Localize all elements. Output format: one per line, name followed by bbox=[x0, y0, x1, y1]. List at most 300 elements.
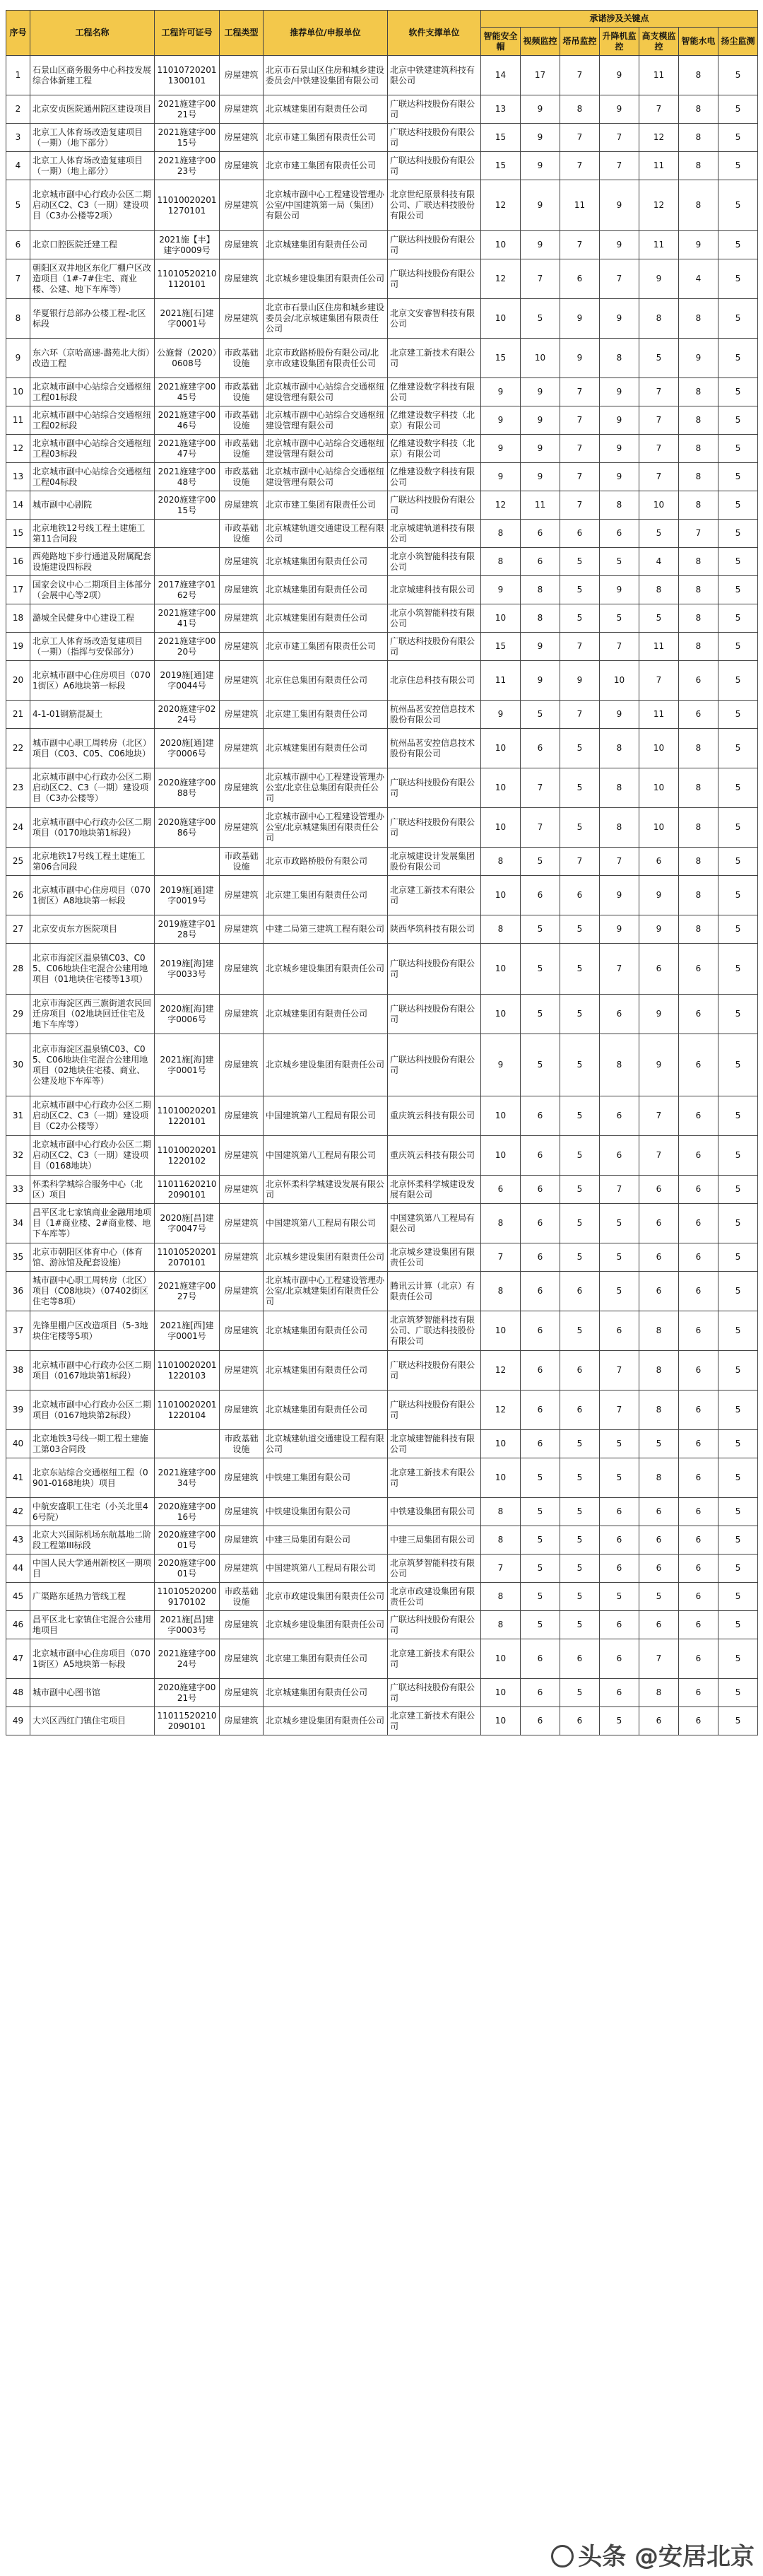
cell-index: 49 bbox=[6, 1707, 30, 1735]
cell-applicant: 北京城建集团有限责任公司 bbox=[264, 1351, 388, 1391]
cell-software: 广联达科技股份有限公司 bbox=[388, 944, 481, 995]
cell-helmet: 15 bbox=[481, 339, 521, 378]
cell-video: 8 bbox=[521, 604, 560, 633]
cell-applicant: 中国建筑第八工程局有限公司 bbox=[264, 1096, 388, 1136]
cell-index: 29 bbox=[6, 995, 30, 1034]
table-row bbox=[6, 1611, 758, 1639]
cell-crane: 6 bbox=[560, 1391, 600, 1430]
cell-permit: 2021施建字0024号 bbox=[155, 1639, 220, 1679]
cell-crane: 5 bbox=[560, 1555, 600, 1583]
cell-lift: 7 bbox=[600, 124, 639, 152]
cell-crane: 5 bbox=[560, 1243, 600, 1272]
cell-helmet: 10 bbox=[481, 604, 521, 633]
cell-index: 12 bbox=[6, 435, 30, 463]
cell-permit: 110100202011220104 bbox=[155, 1391, 220, 1430]
cell-index: 38 bbox=[6, 1351, 30, 1391]
cell-dust: 5 bbox=[718, 548, 758, 576]
cell-helmet: 12 bbox=[481, 259, 521, 299]
cell-applicant: 中国建筑第八工程局有限公司 bbox=[264, 1204, 388, 1243]
cell-applicant: 北京城建轨道交通建设工程有限公司 bbox=[264, 1430, 388, 1458]
table-row bbox=[6, 435, 758, 463]
cell-name: 北京安贞东方医院项目 bbox=[30, 915, 155, 944]
watermark-text: 头条 @安居北京 bbox=[578, 2543, 755, 2571]
cell-video: 9 bbox=[521, 231, 560, 259]
cell-type: 房屋建筑 bbox=[220, 491, 264, 520]
cell-index: 32 bbox=[6, 1136, 30, 1176]
cell-type: 房屋建筑 bbox=[220, 1555, 264, 1583]
cell-software: 北京建工新技术有限公司 bbox=[388, 1639, 481, 1679]
cell-helmet: 10 bbox=[481, 1458, 521, 1498]
cell-crane: 5 bbox=[560, 1430, 600, 1458]
cell-dust: 5 bbox=[718, 808, 758, 848]
cell-video: 6 bbox=[521, 1176, 560, 1204]
cell-helmet: 10 bbox=[481, 299, 521, 339]
cell-index: 8 bbox=[6, 299, 30, 339]
cell-crane: 5 bbox=[560, 729, 600, 768]
cell-utility: 6 bbox=[679, 944, 718, 995]
cell-utility: 6 bbox=[679, 1311, 718, 1351]
cell-helmet: 8 bbox=[481, 1272, 521, 1311]
cell-video: 9 bbox=[521, 180, 560, 231]
cell-lift: 10 bbox=[600, 661, 639, 701]
cell-name: 北京工人体育场改造复建项目（一期）（地上部分） bbox=[30, 152, 155, 180]
cell-video: 5 bbox=[521, 1583, 560, 1611]
cell-applicant: 北京建工集团有限责任公司 bbox=[264, 876, 388, 915]
cell-dust: 5 bbox=[718, 1679, 758, 1707]
cell-utility: 8 bbox=[679, 548, 718, 576]
cell-type: 房屋建筑 bbox=[220, 944, 264, 995]
cell-software: 广联达科技股份有限公司 bbox=[388, 808, 481, 848]
cell-permit: 2021施建字0034号 bbox=[155, 1458, 220, 1498]
table-row bbox=[6, 124, 758, 152]
cell-video: 5 bbox=[521, 1498, 560, 1526]
cell-name: 北京地铁3号线一期工程土建施工第03合同段 bbox=[30, 1430, 155, 1458]
cell-formwork: 5 bbox=[639, 339, 679, 378]
cell-crane: 5 bbox=[560, 995, 600, 1034]
cell-formwork: 6 bbox=[639, 848, 679, 876]
col-header-dust: 扬尘监测 bbox=[718, 28, 758, 56]
cell-software: 广联达科技股份有限公司 bbox=[388, 259, 481, 299]
cell-crane: 7 bbox=[560, 124, 600, 152]
table-row bbox=[6, 808, 758, 848]
cell-type: 房屋建筑 bbox=[220, 1639, 264, 1679]
cell-utility: 6 bbox=[679, 1707, 718, 1735]
cell-permit: 110105202012070101 bbox=[155, 1243, 220, 1272]
cell-dust: 5 bbox=[718, 848, 758, 876]
cell-index: 40 bbox=[6, 1430, 30, 1458]
cell-index: 24 bbox=[6, 808, 30, 848]
table-row bbox=[6, 463, 758, 491]
cell-type: 房屋建筑 bbox=[220, 1204, 264, 1243]
cell-index: 31 bbox=[6, 1096, 30, 1136]
cell-index: 18 bbox=[6, 604, 30, 633]
cell-name: 北京城市副中心行政办公区二期启动区C2、C3（一期）建设项目（C3办公楼等2项） bbox=[30, 180, 155, 231]
cell-crane: 11 bbox=[560, 180, 600, 231]
cell-formwork: 9 bbox=[639, 876, 679, 915]
cell-permit: 2021施建字0020号 bbox=[155, 633, 220, 661]
cell-formwork: 11 bbox=[639, 701, 679, 729]
cell-applicant: 北京城建集团有限责任公司 bbox=[264, 231, 388, 259]
table-row bbox=[6, 729, 758, 768]
cell-name: 城市副中心剧院 bbox=[30, 491, 155, 520]
cell-software: 北京筑梦智能科技有限公司 bbox=[388, 1555, 481, 1583]
cell-crane: 7 bbox=[560, 56, 600, 95]
cell-permit: 2021施建字0041号 bbox=[155, 604, 220, 633]
cell-name: 昌平区北七家镇商业金融用地项目（1#商业楼、2#商业楼、地下车库等） bbox=[30, 1204, 155, 1243]
cell-dust: 5 bbox=[718, 56, 758, 95]
cell-type: 房屋建筑 bbox=[220, 180, 264, 231]
cell-formwork: 8 bbox=[639, 299, 679, 339]
cell-name: 北京城市副中心行政办公区二期项目（0167地块第1标段） bbox=[30, 1351, 155, 1391]
cell-dust: 5 bbox=[718, 768, 758, 808]
cell-dust: 5 bbox=[718, 378, 758, 406]
cell-applicant: 中国建筑第八工程局有限公司 bbox=[264, 1136, 388, 1176]
cell-software: 广联达科技股份有限公司 bbox=[388, 1391, 481, 1430]
cell-utility: 8 bbox=[679, 808, 718, 848]
cell-dust: 5 bbox=[718, 491, 758, 520]
table-row bbox=[6, 1311, 758, 1351]
cell-software: 亿维建设数字科技（北京）有限公司 bbox=[388, 406, 481, 435]
cell-utility: 6 bbox=[679, 1176, 718, 1204]
cell-permit: 110105202101120101 bbox=[155, 259, 220, 299]
cell-lift: 6 bbox=[600, 995, 639, 1034]
cell-lift: 9 bbox=[600, 435, 639, 463]
cell-dust: 5 bbox=[718, 576, 758, 604]
cell-lift: 9 bbox=[600, 876, 639, 915]
cell-lift: 5 bbox=[600, 1707, 639, 1735]
cell-dust: 5 bbox=[718, 463, 758, 491]
cell-name: 城市副中心职工周转房（北区）项目（C08地块）（07402街区住宅等8项） bbox=[30, 1272, 155, 1311]
cell-permit: 110100202011220102 bbox=[155, 1136, 220, 1176]
cell-helmet: 10 bbox=[481, 995, 521, 1034]
cell-index: 23 bbox=[6, 768, 30, 808]
cell-permit: 2019施[通]建字0044号 bbox=[155, 661, 220, 701]
cell-type: 市政基础设施 bbox=[220, 520, 264, 548]
col-header-type: 工程类型 bbox=[220, 11, 264, 56]
cell-dust: 5 bbox=[718, 1391, 758, 1430]
cell-video: 6 bbox=[521, 1679, 560, 1707]
cell-software: 广联达科技股份有限公司 bbox=[388, 491, 481, 520]
cell-crane: 7 bbox=[560, 406, 600, 435]
cell-formwork: 5 bbox=[639, 1583, 679, 1611]
cell-name: 大兴区西红门镇住宅项目 bbox=[30, 1707, 155, 1735]
cell-helmet: 7 bbox=[481, 1555, 521, 1583]
cell-applicant: 北京市石景山区住房和城乡建设委员会/中铁建设集团有限公司 bbox=[264, 56, 388, 95]
cell-name: 城市副中心图书馆 bbox=[30, 1679, 155, 1707]
table-row bbox=[6, 995, 758, 1034]
cell-index: 33 bbox=[6, 1176, 30, 1204]
cell-dust: 5 bbox=[718, 633, 758, 661]
cell-dust: 5 bbox=[718, 180, 758, 231]
cell-video: 6 bbox=[521, 1204, 560, 1243]
cell-utility: 6 bbox=[679, 1034, 718, 1096]
cell-dust: 5 bbox=[718, 1034, 758, 1096]
cell-name: 潞城全民健身中心建设工程 bbox=[30, 604, 155, 633]
cell-index: 36 bbox=[6, 1272, 30, 1311]
cell-applicant: 北京城建集团有限责任公司 bbox=[264, 1311, 388, 1351]
cell-helmet: 9 bbox=[481, 378, 521, 406]
cell-index: 14 bbox=[6, 491, 30, 520]
cell-index: 20 bbox=[6, 661, 30, 701]
table-row bbox=[6, 339, 758, 378]
cell-name: 北京城市副中心行政办公区二期项目（0167地块第2标段） bbox=[30, 1391, 155, 1430]
table-row bbox=[6, 1498, 758, 1526]
table-row bbox=[6, 152, 758, 180]
cell-utility: 8 bbox=[679, 768, 718, 808]
cell-name: 东六环（京哈高速-潞苑北大街）改造工程 bbox=[30, 339, 155, 378]
cell-permit: 2021施建字0015号 bbox=[155, 124, 220, 152]
cell-dust: 5 bbox=[718, 1430, 758, 1458]
col-header-lift: 升降机监控 bbox=[600, 28, 639, 56]
col-header-formwork: 高支模监控 bbox=[639, 28, 679, 56]
cell-permit: 2020施建字0015号 bbox=[155, 491, 220, 520]
cell-formwork: 11 bbox=[639, 152, 679, 180]
cell-applicant: 北京城市副中心工程建设管理办公室/中国建筑第一局（集团）有限公司 bbox=[264, 180, 388, 231]
cell-video: 9 bbox=[521, 633, 560, 661]
col-header-permit: 工程许可证号 bbox=[155, 11, 220, 56]
col-header-crane: 塔吊监控 bbox=[560, 28, 600, 56]
cell-name: 北京城市副中心行政办公区二期启动区C2、C3（一期）建设项目（C3办公楼等） bbox=[30, 768, 155, 808]
cell-video: 5 bbox=[521, 995, 560, 1034]
cell-permit: 2021施建字0045号 bbox=[155, 378, 220, 406]
cell-type: 房屋建筑 bbox=[220, 1498, 264, 1526]
cell-name: 北京城市副中心行政办公区二期启动区C2、C3（一期）建设项目（0168地块） bbox=[30, 1136, 155, 1176]
cell-name: 北京地铁17号线工程土建施工第06合同段 bbox=[30, 848, 155, 876]
cell-dust: 5 bbox=[718, 1243, 758, 1272]
cell-name: 北京市海淀区西三旗街道农民回迁房项目（02地块回迁住宅及地下车库等） bbox=[30, 995, 155, 1034]
cell-formwork: 7 bbox=[639, 661, 679, 701]
cell-lift: 6 bbox=[600, 1311, 639, 1351]
cell-type: 市政基础设施 bbox=[220, 378, 264, 406]
cell-name: 昌平区北七家镇住宅混合公建用地项目 bbox=[30, 1611, 155, 1639]
cell-dust: 5 bbox=[718, 1583, 758, 1611]
cell-video: 7 bbox=[521, 808, 560, 848]
cell-helmet: 9 bbox=[481, 406, 521, 435]
cell-name: 北京城市副中心行政办公区二期启动区C2、C3（一期）建设项目（C2办公楼等） bbox=[30, 1096, 155, 1136]
cell-name: 北京市海淀区温泉镇C03、C05、C06地块住宅混合公建用地项目（02地块住宅楼、商业、公建及地下车库等） bbox=[30, 1034, 155, 1096]
cell-lift: 5 bbox=[600, 1458, 639, 1498]
cell-type: 房屋建筑 bbox=[220, 231, 264, 259]
cell-type: 市政基础设施 bbox=[220, 435, 264, 463]
cell-dust: 5 bbox=[718, 231, 758, 259]
cell-name: 北京城市副中心行政办公区二期项目（0170地块第1标段） bbox=[30, 808, 155, 848]
cell-type: 市政基础设施 bbox=[220, 1583, 264, 1611]
col-header-name: 工程名称 bbox=[30, 11, 155, 56]
cell-utility: 6 bbox=[679, 1351, 718, 1391]
cell-utility: 8 bbox=[679, 491, 718, 520]
cell-index: 25 bbox=[6, 848, 30, 876]
cell-helmet: 8 bbox=[481, 848, 521, 876]
cell-applicant: 中国建筑第八工程局有限公司 bbox=[264, 1555, 388, 1583]
cell-video: 6 bbox=[521, 1136, 560, 1176]
cell-lift: 6 bbox=[600, 1136, 639, 1176]
cell-type: 房屋建筑 bbox=[220, 915, 264, 944]
cell-software: 北京建工新技术有限公司 bbox=[388, 339, 481, 378]
cell-permit: 2020施建字0086号 bbox=[155, 808, 220, 848]
cell-utility: 8 bbox=[679, 180, 718, 231]
cell-lift: 7 bbox=[600, 944, 639, 995]
cell-applicant: 北京市建工集团有限责任公司 bbox=[264, 124, 388, 152]
cell-utility: 7 bbox=[679, 520, 718, 548]
cell-type: 房屋建筑 bbox=[220, 299, 264, 339]
cell-dust: 5 bbox=[718, 1639, 758, 1679]
table-row bbox=[6, 1707, 758, 1735]
cell-name: 朝阳区双井地区东化厂棚户区改造项目（1#-7#住宅、商业楼、公建、地下车库等） bbox=[30, 259, 155, 299]
cell-lift: 6 bbox=[600, 1526, 639, 1555]
cell-crane: 5 bbox=[560, 1583, 600, 1611]
cell-software: 杭州品茗安控信息技术股份有限公司 bbox=[388, 701, 481, 729]
cell-applicant: 北京城建集团有限责任公司 bbox=[264, 1391, 388, 1430]
cell-dust: 5 bbox=[718, 1136, 758, 1176]
cell-formwork: 6 bbox=[639, 944, 679, 995]
table-row bbox=[6, 1034, 758, 1096]
cell-helmet: 8 bbox=[481, 1498, 521, 1526]
cell-index: 21 bbox=[6, 701, 30, 729]
cell-formwork: 9 bbox=[639, 259, 679, 299]
cell-index: 48 bbox=[6, 1679, 30, 1707]
cell-video: 5 bbox=[521, 1526, 560, 1555]
cell-formwork: 9 bbox=[639, 995, 679, 1034]
cell-crane: 7 bbox=[560, 463, 600, 491]
cell-helmet: 10 bbox=[481, 1707, 521, 1735]
cell-software: 北京小筑智能科技有限公司 bbox=[388, 548, 481, 576]
cell-index: 35 bbox=[6, 1243, 30, 1272]
cell-applicant: 北京城建集团有限责任公司 bbox=[264, 1679, 388, 1707]
cell-permit: 2021施[石]建字0001号 bbox=[155, 299, 220, 339]
cell-permit: 110105202009170102 bbox=[155, 1583, 220, 1611]
cell-lift: 8 bbox=[600, 729, 639, 768]
cell-helmet: 9 bbox=[481, 1034, 521, 1096]
cell-software: 北京小筑智能科技有限公司 bbox=[388, 604, 481, 633]
cell-type: 房屋建筑 bbox=[220, 259, 264, 299]
cell-applicant: 北京城市副中心工程建设管理办公室/北京城建集团有限责任公司 bbox=[264, 1272, 388, 1311]
cell-software: 腾讯云计算（北京）有限责任公司 bbox=[388, 1272, 481, 1311]
cell-type: 房屋建筑 bbox=[220, 1611, 264, 1639]
cell-crane: 9 bbox=[560, 339, 600, 378]
cell-name: 北京安贞医院通州院区建设项目 bbox=[30, 95, 155, 124]
table-row bbox=[6, 259, 758, 299]
cell-permit: 2019施[通]建字0019号 bbox=[155, 876, 220, 915]
cell-permit: 2021施建字0027号 bbox=[155, 1272, 220, 1311]
cell-formwork: 11 bbox=[639, 633, 679, 661]
cell-crane: 9 bbox=[560, 661, 600, 701]
cell-lift: 5 bbox=[600, 604, 639, 633]
cell-type: 市政基础设施 bbox=[220, 848, 264, 876]
cell-permit: 2020施建字0224号 bbox=[155, 701, 220, 729]
cell-dust: 5 bbox=[718, 604, 758, 633]
cell-index: 34 bbox=[6, 1204, 30, 1243]
cell-utility: 8 bbox=[679, 633, 718, 661]
table-row bbox=[6, 491, 758, 520]
cell-index: 2 bbox=[6, 95, 30, 124]
cell-utility: 8 bbox=[679, 463, 718, 491]
cell-formwork: 6 bbox=[639, 1176, 679, 1204]
cell-type: 房屋建筑 bbox=[220, 768, 264, 808]
cell-name: 4-1-01钢筋混凝土 bbox=[30, 701, 155, 729]
cell-index: 6 bbox=[6, 231, 30, 259]
cell-lift: 7 bbox=[600, 1391, 639, 1430]
cell-crane: 6 bbox=[560, 520, 600, 548]
cell-video: 5 bbox=[521, 299, 560, 339]
cell-index: 27 bbox=[6, 915, 30, 944]
cell-permit: 2021施建字0046号 bbox=[155, 406, 220, 435]
cell-crane: 6 bbox=[560, 1351, 600, 1391]
project-table bbox=[6, 10, 758, 1735]
cell-utility: 9 bbox=[679, 339, 718, 378]
cell-formwork: 10 bbox=[639, 768, 679, 808]
cell-utility: 8 bbox=[679, 576, 718, 604]
location-pin-icon bbox=[551, 2545, 574, 2568]
cell-dust: 5 bbox=[718, 1526, 758, 1555]
cell-name: 北京市海淀区温泉镇C03、C05、C06地块住宅混合公建用地项目（01地块住宅楼等13项） bbox=[30, 944, 155, 995]
cell-dust: 5 bbox=[718, 701, 758, 729]
cell-utility: 8 bbox=[679, 56, 718, 95]
cell-name: 西苑路地下步行通道及附属配套设施建设四标段 bbox=[30, 548, 155, 576]
cell-software: 北京城建智能科技有限公司 bbox=[388, 1430, 481, 1458]
cell-type: 房屋建筑 bbox=[220, 1707, 264, 1735]
cell-type: 房屋建筑 bbox=[220, 1272, 264, 1311]
cell-type: 市政基础设施 bbox=[220, 339, 264, 378]
cell-permit: 110100202011220103 bbox=[155, 1351, 220, 1391]
cell-index: 41 bbox=[6, 1458, 30, 1498]
cell-crane: 6 bbox=[560, 1272, 600, 1311]
cell-helmet: 10 bbox=[481, 944, 521, 995]
cell-name: 城市副中心职工周转房（北区）项目（C03、C05、C06地块） bbox=[30, 729, 155, 768]
cell-type: 房屋建筑 bbox=[220, 1311, 264, 1351]
cell-software: 重庆筑云科技有限公司 bbox=[388, 1136, 481, 1176]
table-row bbox=[6, 701, 758, 729]
cell-helmet: 10 bbox=[481, 768, 521, 808]
cell-crane: 7 bbox=[560, 701, 600, 729]
cell-utility: 6 bbox=[679, 1611, 718, 1639]
cell-permit: 2020施建字0001号 bbox=[155, 1526, 220, 1555]
cell-dust: 5 bbox=[718, 1458, 758, 1498]
cell-utility: 6 bbox=[679, 1096, 718, 1136]
cell-applicant: 中建三局集团有限公司 bbox=[264, 1526, 388, 1555]
cell-permit: 110116202102090101 bbox=[155, 1176, 220, 1204]
cell-type: 房屋建筑 bbox=[220, 729, 264, 768]
cell-applicant: 北京城市副中心工程建设管理办公室/北京城建集团有限责任公司 bbox=[264, 808, 388, 848]
cell-applicant: 北京城乡建设集团有限责任公司 bbox=[264, 1707, 388, 1735]
cell-crane: 5 bbox=[560, 1526, 600, 1555]
table-row bbox=[6, 576, 758, 604]
cell-software: 广联达科技股份有限公司 bbox=[388, 231, 481, 259]
cell-software: 北京文安睿智科技有限公司 bbox=[388, 299, 481, 339]
cell-index: 28 bbox=[6, 944, 30, 995]
cell-helmet: 10 bbox=[481, 808, 521, 848]
cell-crane: 5 bbox=[560, 1498, 600, 1526]
cell-permit: 2020施[昌]建字0047号 bbox=[155, 1204, 220, 1243]
cell-name: 华夏银行总部办公楼工程-北区标段 bbox=[30, 299, 155, 339]
cell-utility: 8 bbox=[679, 124, 718, 152]
cell-software: 陕西华筑科技有限公司 bbox=[388, 915, 481, 944]
cell-utility: 6 bbox=[679, 1555, 718, 1583]
cell-helmet: 10 bbox=[481, 729, 521, 768]
cell-software: 广联达科技股份有限公司 bbox=[388, 1611, 481, 1639]
cell-name: 中航安盛职工住宅（小关北里46号院） bbox=[30, 1498, 155, 1526]
cell-applicant: 北京建工集团有限责任公司 bbox=[264, 1639, 388, 1679]
cell-video: 9 bbox=[521, 463, 560, 491]
cell-type: 房屋建筑 bbox=[220, 124, 264, 152]
cell-helmet: 8 bbox=[481, 1204, 521, 1243]
cell-type: 市政基础设施 bbox=[220, 463, 264, 491]
cell-lift: 6 bbox=[600, 520, 639, 548]
cell-software: 亿维建设数字科技有限公司 bbox=[388, 378, 481, 406]
cell-helmet: 8 bbox=[481, 1611, 521, 1639]
cell-name: 怀柔科学城综合服务中心（北区）项目 bbox=[30, 1176, 155, 1204]
cell-video: 9 bbox=[521, 661, 560, 701]
cell-lift: 9 bbox=[600, 95, 639, 124]
